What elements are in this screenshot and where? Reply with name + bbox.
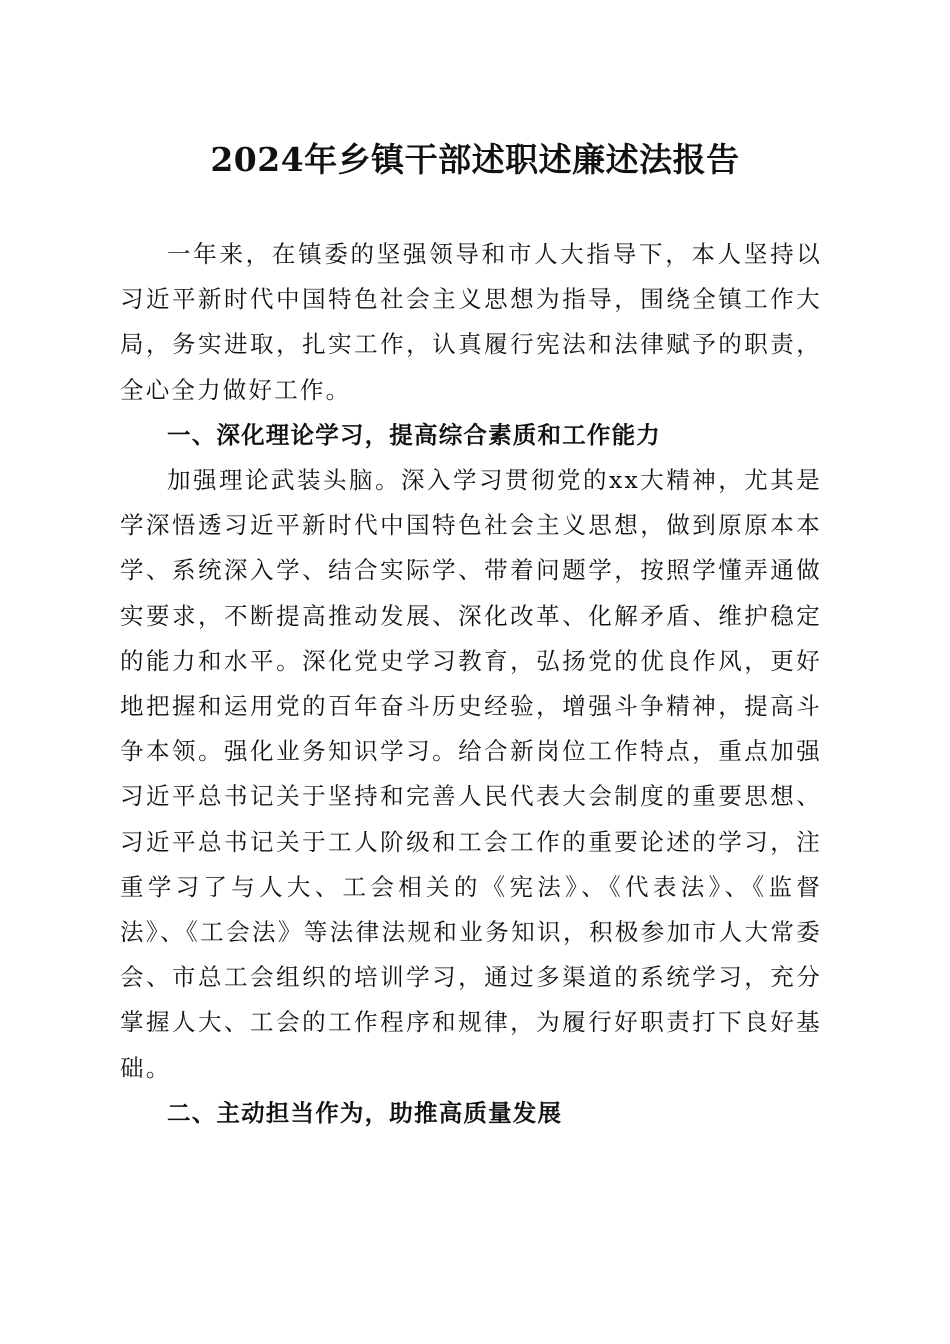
section-2-heading: 二、主动担当作为，助推高质量发展: [167, 1098, 563, 1127]
intro-paragraph: 一年来，在镇委的坚强领导和市人大指导下，本人坚持以习近平新时代中国特色社会主义思想为指导，围绕全镇工作大局，务实进取，扎实工作，认真履行宪法和法律赋予的职责，全心全力做好工作。: [120, 240, 822, 404]
section-1-heading: 一、深化理论学习，提高综合素质和工作能力: [167, 420, 661, 449]
section-1-paragraph: 加强理论武装头脑。深入学习贯彻党的xx大精神，尤其是学深悟透习近平新时代中国特色社会主义思想，做到原原本本学、系统深入学、结合实际学、带着问题学，按照学懂弄通做实要求，不断提高推动发展、深化改革、化解矛盾、维护稳定的能力和水平。深化党史学习教育，弘扬党的优良作风，更好地把握和运用党的百年奋斗历史经验，增强斗争精神，提高斗争本领。强化业务知识学习。给合新岗位工作特点，重点加强习近平总书记关于坚持和完善人民代表大会制度的重要思想、习近平总书记关于工人阶级和工会工作的重要论述的学习，注重学习了与人大、工会相关的《宪法》、《代表法》、《监督法》、《工会法》等法律法规和业务知识，积极参加市人大常委会、市总工会组织的培训学习，通过多渠道的系统学习，充分掌握人大、工会的工作程序和规律，为履行好职责打下良好基础。: [120, 466, 822, 1082]
document-body: [120, 232, 822, 1136]
document-title: 2024年乡镇干部述职述廉述法报告: [210, 140, 740, 179]
